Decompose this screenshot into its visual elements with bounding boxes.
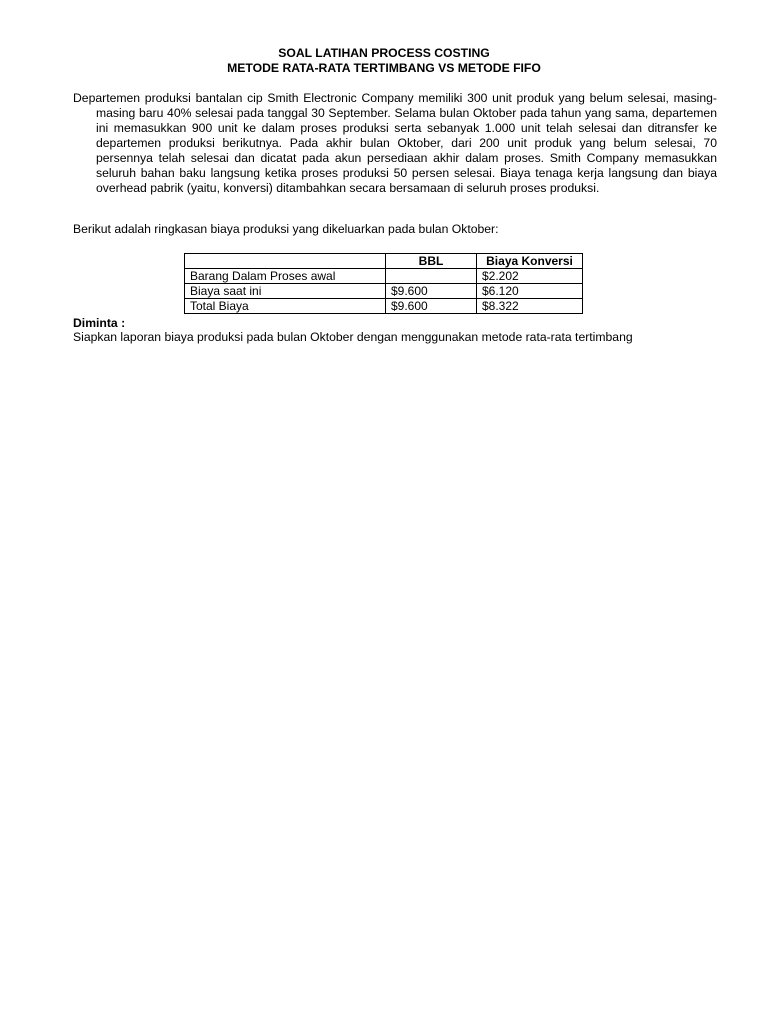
- cost-summary-intro: Berikut adalah ringkasan biaya produksi yang dikeluarkan pada bulan Oktober:: [73, 222, 499, 236]
- table-cell: $8.322: [477, 299, 583, 314]
- table-cell: Barang Dalam Proses awal: [185, 269, 386, 284]
- table-cell: $2.202: [477, 269, 583, 284]
- table-row: [185, 269, 583, 284]
- table-header-cell: BBL: [386, 254, 477, 269]
- table-row: [185, 299, 583, 314]
- table-cell: Biaya saat ini: [185, 284, 386, 299]
- table-cell: $9.600: [386, 299, 477, 314]
- table-cell: [386, 269, 477, 284]
- table-header-cell: Biaya Konversi: [477, 254, 583, 269]
- document-title: SOAL LATIHAN PROCESS COSTING: [278, 46, 490, 60]
- table-cell: $6.120: [477, 284, 583, 299]
- table-row: [185, 284, 583, 299]
- table-cell: $9.600: [386, 284, 477, 299]
- table-header-cell: [185, 254, 386, 269]
- problem-paragraph: Departemen produksi bantalan cip Smith Electronic Company memiliki 300 unit produk yang belum selesai, masing-masing baru 40% selesai pada tanggal 30 September. Selama bulan Oktober pada tahun yang sama, departemen ini memasukkan 900 unit ke dalam proses produksi serta sebanyak 1.000 unit telah selesai dan ditransfer ke departemen produksi berikutnya. Pada akhir bulan Oktober, dari 200 unit produk yang belum selesai, 70 persennya telah selesai dan dicatat pada akun persediaan akhir dalam proses. Smith Company memasukkan seluruh bahan baku langsung ketika proses produksi 50 persen selesai. Biaya tenaga kerja langsung dan biaya overhead pabrik (yaitu, konversi) ditambahkan secara bersamaan di seluruh proses produksi.: [73, 91, 717, 195]
- cost-table: [184, 253, 583, 314]
- document-subtitle: METODE RATA-RATA TERTIMBANG VS METODE FIFO: [227, 61, 541, 75]
- requirement-label: Diminta :: [73, 316, 126, 330]
- table-cell: Total Biaya: [185, 299, 386, 314]
- requirement-text: Siapkan laporan biaya produksi pada bulan Oktober dengan menggunakan metode rata-rata tertimbang: [73, 330, 633, 344]
- table-header-row: [185, 254, 583, 269]
